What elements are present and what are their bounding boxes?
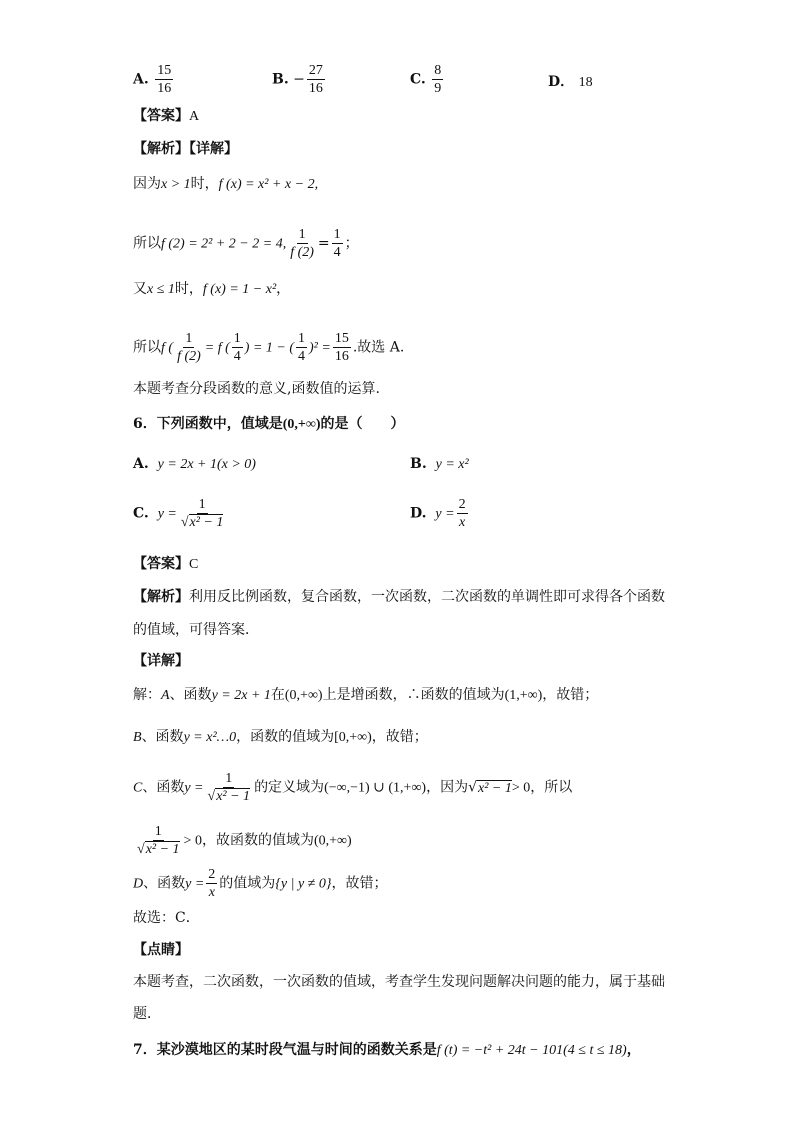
solution-line: 因为x > 1时，f (x) = x² + x − 2, [133, 176, 319, 192]
detail-line-c: C、函数y = $\frac{1}{\text{√x² − 1}}$ 的定义域为(−∞,−1) ∪ (1,+∞)，因为√x² − 1> 0，所以 [133, 771, 573, 804]
detail-tag: 【详解】 [133, 653, 189, 669]
solution-line: 又x ≤ 1时，f (x) = 1 − x²， [133, 281, 291, 297]
option-c: C. $\frac{8}{9}$ [410, 63, 442, 96]
analysis-line: 【解析】利用反比例函数，复合函数，一次函数，二次函数的单调性即可求得各个函数 [133, 589, 665, 605]
question-stem: 6．下列函数中，值域是(0,+∞)的是（ ） [133, 416, 405, 432]
solution-line: 所以f (2) = 2² + 2 − 2 = 4, $\frac{1}{f (2)}$ = $\frac{1}{4}$ ； [133, 227, 359, 260]
detail-line-c2: $\frac{1}{\text{√x² − 1}}$ > 0，故函数的值域为(0,+∞) [137, 824, 352, 857]
detail-line-b: B、函数y = x²…0，函数的值域为[0,+∞)，故错； [133, 729, 428, 745]
analysis-line: 的值域，可得答案． [133, 622, 259, 638]
fraction: $\frac{8}{9}$ [434, 63, 442, 96]
fraction: $\frac{15}{16}$ [157, 63, 172, 96]
answer-line: 【答案】A [133, 108, 200, 124]
question-stem: 7．某沙漠地区的某时段气温与时间的函数关系是f (t) = −t² + 24t − 101(4 ≤ t ≤ 18)， [133, 1042, 641, 1058]
answer-line: 【答案】C [133, 556, 199, 572]
option-a: A. y = 2x + 1(x > 0) [133, 456, 256, 472]
option-d: D． 18 [548, 74, 593, 90]
comment-line: 题． [133, 1006, 161, 1022]
comment-tag: 【点睛】 [133, 942, 189, 958]
detail-line-a: 解：A、函数y = 2x + 1在(0,+∞)上是增函数，∴函数的值域为(1,+∞)，故错； [133, 687, 599, 703]
option-b: B. y = x² [410, 456, 469, 472]
choose-line: 故选：C． [133, 910, 200, 926]
solution-line: 所以f ( $\frac{1}{f (2)}$ = f ( $\frac{1}{4}$ ) = 1 − ( $\frac{1}{4}$ )² = $\frac{15}{16}$ .故选 A. [133, 331, 405, 364]
comment-line: 本题考查，二次函数，一次函数的值域，考查学生发现问题解决问题的能力，属于基础 [133, 974, 665, 990]
summary-line: 本题考查分段函数的意义,函数值的运算. [133, 381, 380, 397]
option-a: A. $\frac{15}{16}$ [133, 63, 172, 96]
analysis-tag: 【解析】【详解】 [133, 141, 238, 157]
option-b: B. − $\frac{27}{16}$ [272, 63, 323, 96]
option-c: C. y = $\frac{1}{\text{√x² − 1}}$ [133, 497, 224, 530]
option-d: D. y = $\frac{2}{x}$ [410, 497, 466, 530]
detail-line-d: D、函数y = $\frac{2}{x}$ 的值域为{y | y ≠ 0}，故错； [133, 867, 388, 900]
fraction: $\frac{27}{16}$ [308, 63, 323, 96]
